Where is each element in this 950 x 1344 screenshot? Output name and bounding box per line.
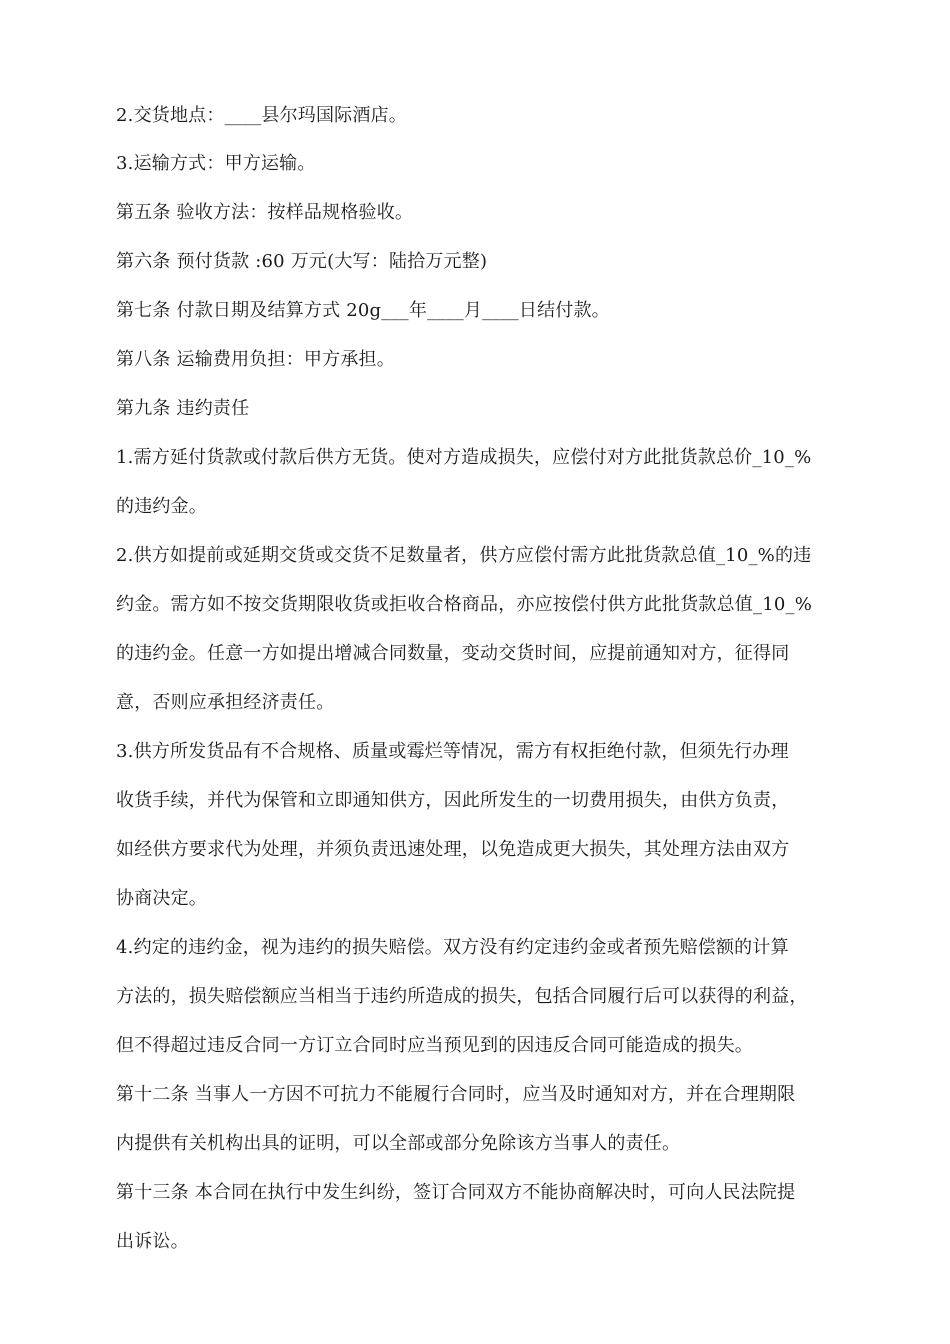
article-6-prepayment-line: 第六条 预付货款 :60 万元(大写：陆拾万元整): [116, 251, 488, 272]
article-7-payment-date-line: 第七条 付款日期及结算方式 20g___年____月____日结付款。: [116, 300, 610, 321]
clause-2-line-2: 约金。需方如不按交货期限收货或拒收合格商品，亦应按偿付供方此批货款总值_10_%: [116, 594, 813, 615]
clause-2-line-4: 意，否则应承担经济责任。: [116, 692, 335, 713]
article-5-inspection-line: 第五条 验收方法：按样品规格验收。: [116, 202, 414, 223]
clause-3-line-4: 协商决定。: [116, 888, 207, 909]
transport-method-line: 3.运输方式：甲方运输。: [116, 153, 316, 174]
clause-3-line-3: 如经供方要求代为处理，并须负责迅速处理，以免造成更大损失，其处理方法由双方: [116, 839, 790, 860]
article-8-transport-cost-line: 第八条 运输费用负担：甲方承担。: [116, 349, 395, 370]
clause-3-line-2: 收货手续，并代为保管和立即通知供方，因此所发生的一切费用损失，由供方负责，: [116, 790, 790, 811]
clause-4-line-1: 4.约定的违约金，视为违约的损失赔偿。双方没有约定违约金或者预先赔偿额的计算: [116, 937, 789, 958]
clause-2-line-3: 的违约金。任意一方如提出增减合同数量，变动交货时间，应提前通知对方，征得同: [116, 643, 790, 664]
clause-1-line-1: 1.需方延付货款或付款后供方无货。使对方造成损失，应偿付对方此批货款总价_10_%: [116, 447, 812, 468]
clause-2-line-1: 2.供方如提前或延期交货或交货不足数量者，供方应偿付需方此批货款总值_10_%的违: [116, 545, 812, 566]
article-12-line-2: 内提供有关机构出具的证明，可以全部或部分免除该方当事人的责任。: [116, 1133, 681, 1154]
clause-3-line-1: 3.供方所发货品有不合规格、质量或霉烂等情况，需方有权拒绝付款，但须先行办理: [116, 741, 789, 762]
clause-1-line-2: 的违约金。: [116, 496, 207, 517]
article-13-line-1: 第十三条 本合同在执行中发生纠纷，签订合同双方不能协商解决时，可向人民法院提: [116, 1182, 796, 1203]
article-9-heading: 第九条 违约责任: [116, 398, 250, 419]
article-13-line-2: 出诉讼。: [116, 1231, 189, 1252]
article-12-line-1: 第十二条 当事人一方因不可抗力不能履行合同时，应当及时通知对方，并在合理期限: [116, 1084, 796, 1105]
clause-4-line-2: 方法的，损失赔偿额应当相当于违约所造成的损失，包括合同履行后可以获得的利益，: [116, 986, 808, 1007]
delivery-location-line: 2.交货地点：____县尔玛国际酒店。: [116, 105, 407, 126]
clause-4-line-3: 但不得超过违反合同一方订立合同时应当预见到的因违反合同可能造成的损失。: [116, 1035, 753, 1056]
